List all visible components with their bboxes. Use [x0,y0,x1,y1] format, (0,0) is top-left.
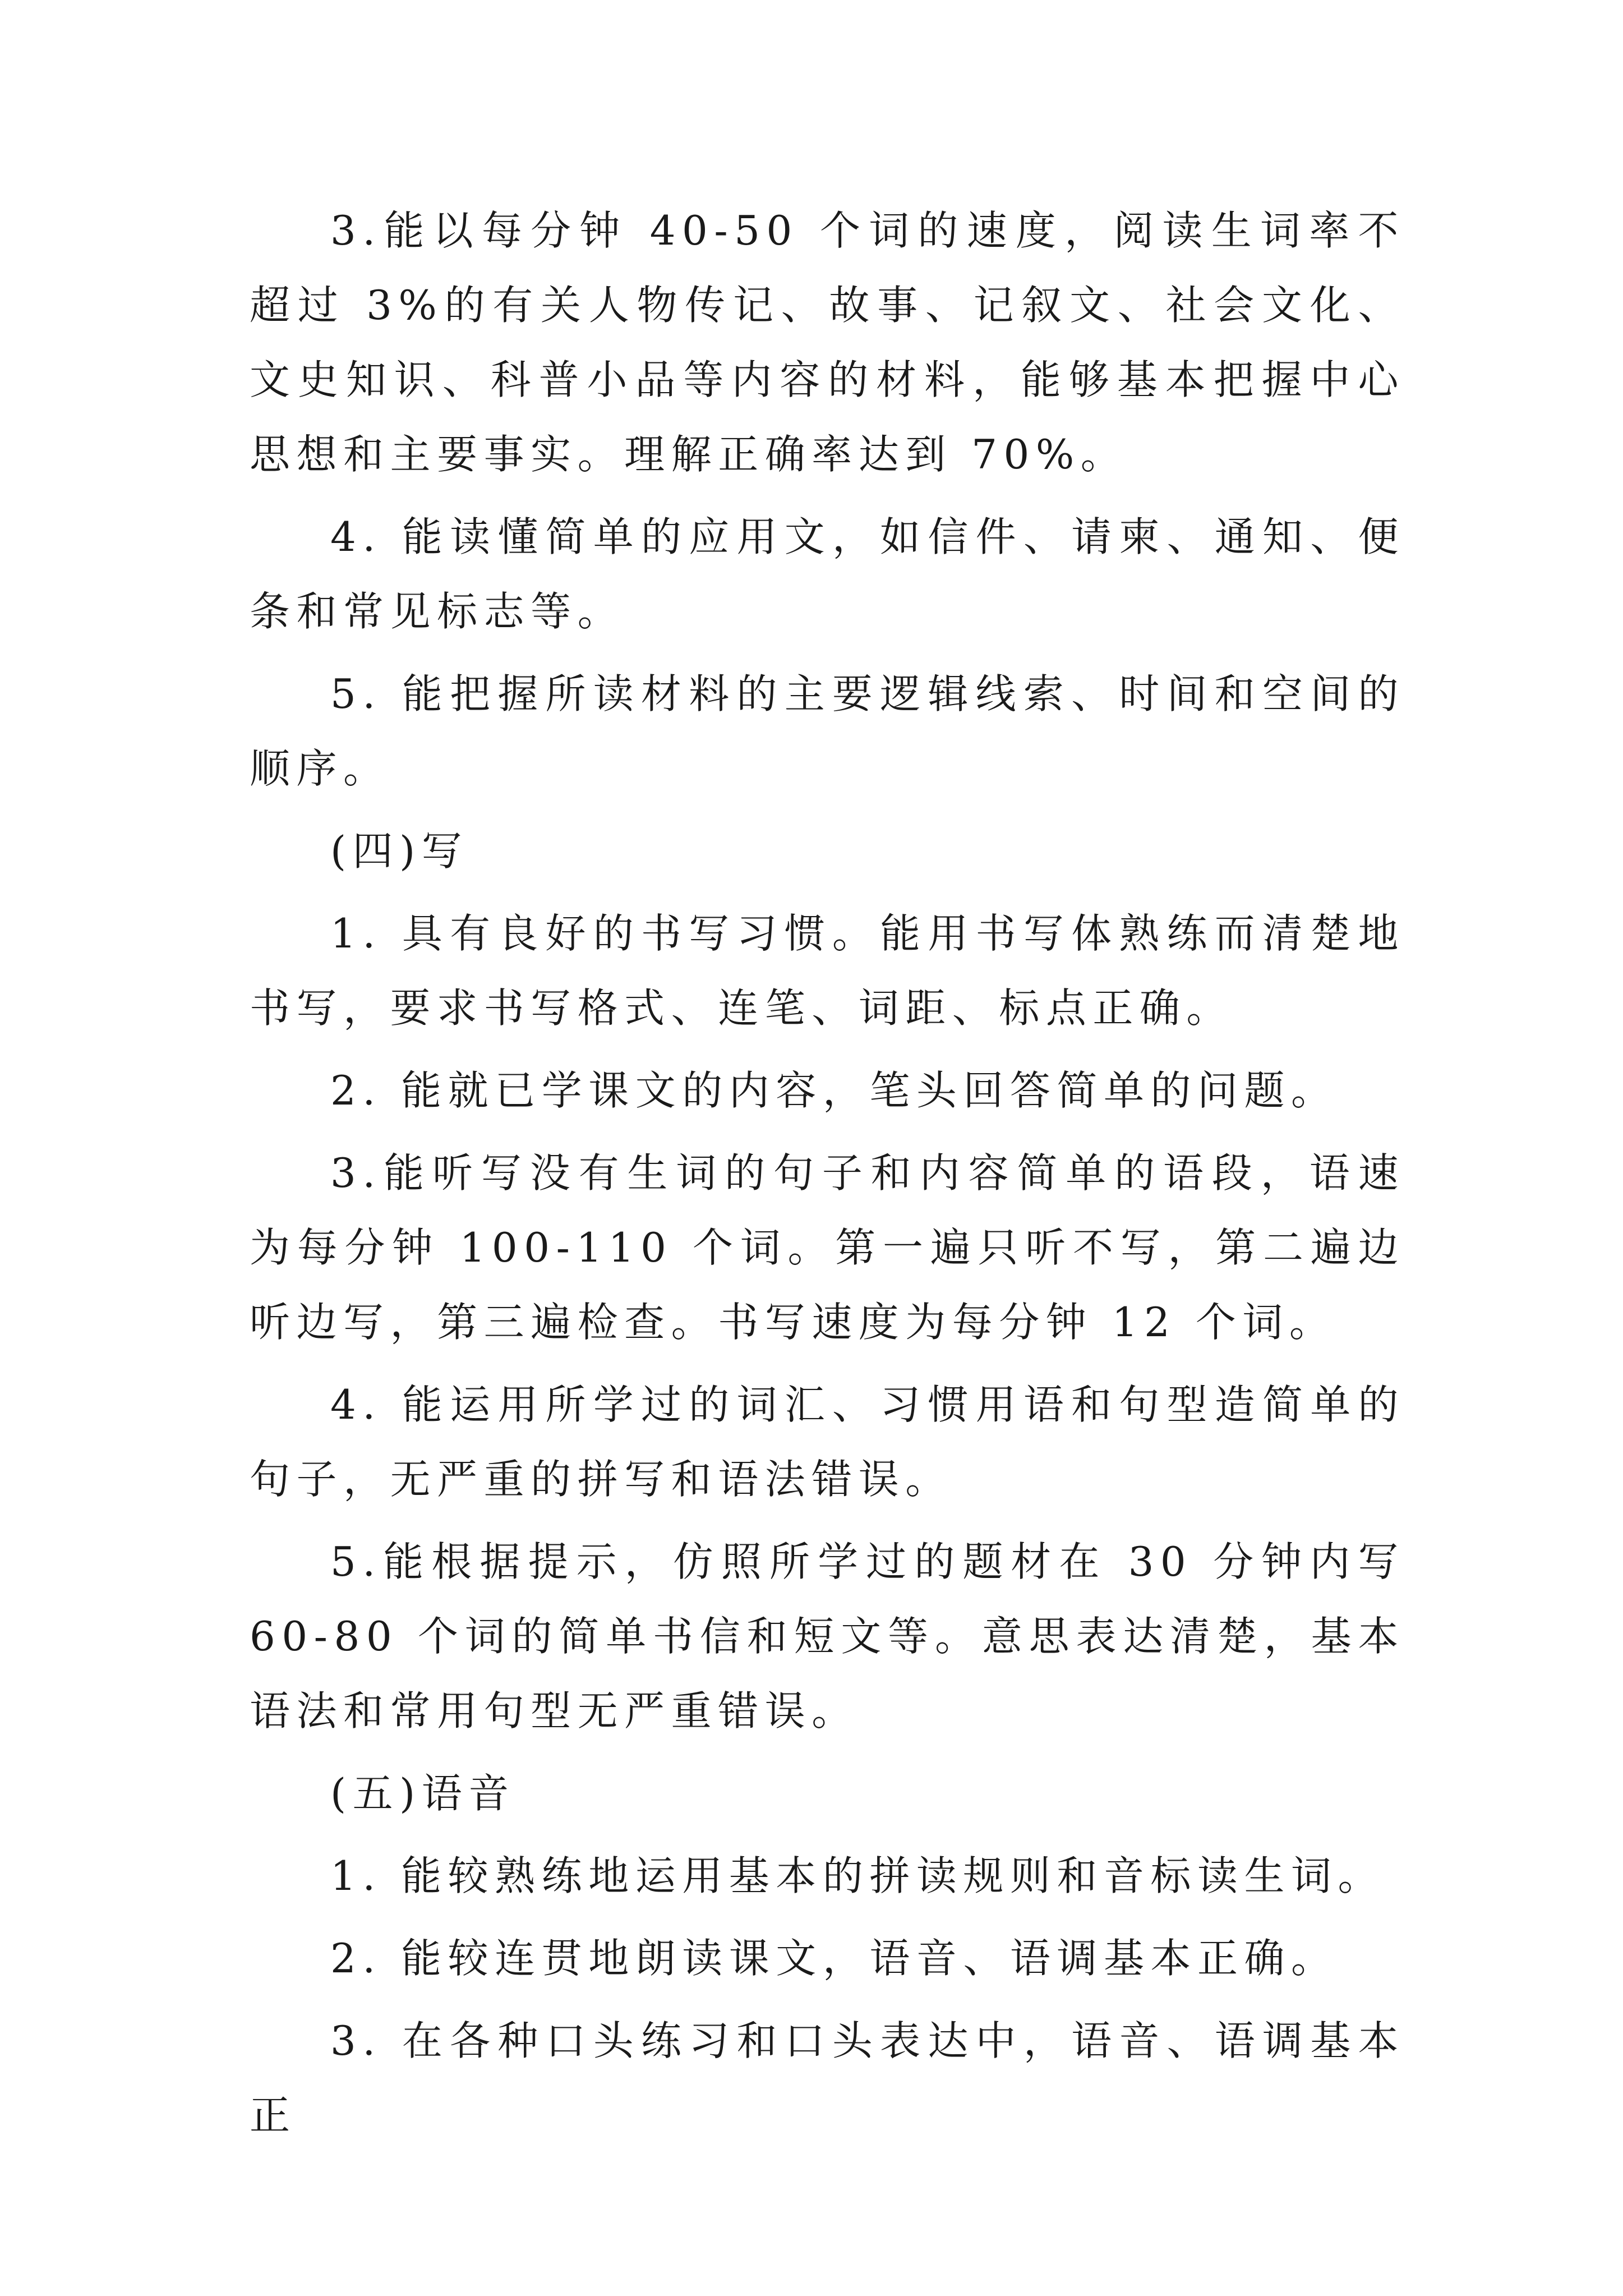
paragraph-writing-2: 2. 能就已学课文的内容，笔头回答简单的问题。 [330,1067,1338,1114]
paragraph-pronunciation-3: 3. 在各种口头练习和口头表达中，语音、语调基本正 [250,2017,1405,2139]
paragraph-writing-1: 1. 具有良好的书写习惯。能用书写体熟练而清楚地书写，要求书写格式、连笔、词距、标点正确。 [250,910,1405,1032]
paragraph-reading-5: 5. 能把握所读材料的主要逻辑线索、时间和空间的顺序。 [250,670,1405,792]
paragraph-reading-3: 3.能以每分钟 40-50 个词的速度，阅读生词率不超过 3%的有关人物传记、故事、记叙文、社会文化、文史知识、科普小品等内容的材料，能够基本把握中心思想和主要事实。理解正确率达到 70%。 [250,207,1405,478]
paragraph-writing-3: 3.能听写没有生词的句子和内容简单的语段，语速为每分钟 100-110 个词。第一遍只听不写，第二遍边听边写，第三遍检查。书写速度为每分钟 12 个词。 [250,1149,1405,1346]
paragraph-reading-4: 4. 能读懂简单的应用文，如信件、请柬、通知、便条和常见标志等。 [250,513,1405,635]
document-body [250,194,1405,2161]
paragraph-writing-5: 5.能根据提示，仿照所学过的题材在 30 分钟内写 60-80 个词的简单书信和短文等。意思表达清楚，基本语法和常用句型无严重错误。 [250,1538,1405,1734]
paragraph-writing-4: 4. 能运用所学过的词汇、习惯用语和句型造简单的句子，无严重的拼写和语法错误。 [250,1381,1405,1503]
section-heading-writing: (四)写 [330,827,469,875]
paragraph-pronunciation-2: 2. 能较连贯地朗读课文，语音、语调基本正确。 [330,1935,1338,1982]
section-heading-pronunciation: (五)语音 [330,1770,515,1817]
paragraph-pronunciation-1: 1. 能较熟练地运用基本的拼读规则和音标读生词。 [330,1852,1385,1899]
